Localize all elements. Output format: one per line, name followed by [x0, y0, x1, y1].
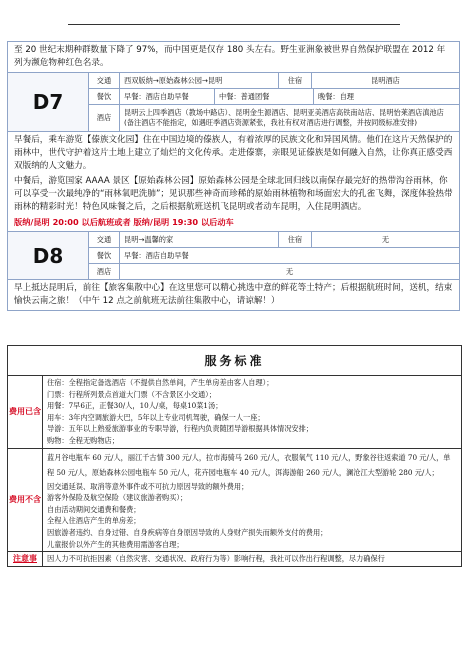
header-rule: [68, 24, 400, 25]
day-8-meals: 早餐：酒店自助早餐: [124, 250, 189, 260]
excluded-list: [43, 449, 461, 552]
day-7-header: [8, 72, 459, 131]
excluded-item: 儿童报价以外产生的其他费用需游客自理；: [47, 539, 184, 549]
transport-label: 交通: [89, 73, 120, 88]
included-item: 用车：3年内空调旅游大巴，5年以上专业司机驾驶，确保一人一座；: [47, 412, 265, 422]
excluded-item: 全程入住酒店产生的单房差；: [47, 516, 141, 526]
day-7-afternoon: 中餐后，游览国家 AAAA 景区【原始森林公园】原始森林公园是全球北回归线以南保存最完好的热带沟谷雨林，你可以享受一次最纯净的“雨林氧吧洗肺”；见识那些神奇而珍稀的原始雨林植物和场面宏大的孔雀飞舞，深度体验热带雨林的精彩时光！特色风味餐之后，之后根据航班送机飞昆明或者动车昆明，入住昆明酒店。: [14, 176, 453, 212]
excluded-item: 自由活动期间交通费和餐费；: [47, 504, 141, 514]
itinerary: [7, 41, 460, 311]
included-row: [8, 376, 461, 449]
included-item: 购物：全程无购物店；: [47, 435, 119, 445]
stay-label: 住宿: [279, 73, 312, 88]
excluded-item: 游客外保险及航空保险（建议旅游者购买）；: [47, 493, 188, 503]
day-7-breakfast: 早餐：酒店自助早餐: [120, 89, 215, 104]
excluded-item: 蓝月谷电瓶车 60 元/人，丽江千古情 300 元/人，拉市海骑马 260 元/人，衣服氧气 110 元/人，野象谷往返索道 70 元/人，单程 50 元/人，原始森林公园电瓶车 50 元/人，花卉园电瓶车 40 元/人，洱海游船 260 元/人，澜沧江大型游轮 280 元/人；: [47, 452, 451, 478]
hotel-label: 酒店: [89, 264, 120, 279]
service-standards-title: 服务标准: [8, 346, 461, 376]
day-8-body: [8, 279, 459, 311]
transport-label: 交通: [89, 232, 120, 247]
intro-paragraph: 至 20 世纪末期种群数量下降了 97%，而中国更是仅存 180 头左右。野生亚洲象被世界自然保护联盟在 2012 年列为濒危物种红色名录。: [14, 45, 446, 68]
day-7-label: D7: [8, 73, 89, 131]
day-7-dinner: 晚餐：自理: [318, 91, 354, 101]
day-7-morning: 早餐后，乘车游览【傣族文化园】住在中国边境的傣族人，有着浓厚的民族文化和异国风情。他们在这片天然保护的雨林中，世代守护着这片土地上建立了灿烂的文化传承。走进傣寨，亲眼见证傣族是如何融入自然，让你真正感受西双版纳的人文魅力。: [14, 135, 453, 171]
day-7-grid: [89, 73, 459, 131]
day-7-stay: 昆明酒店: [371, 75, 400, 85]
included-item: 门票：行程所列景点首道大门票（不含景区小交通）；: [47, 389, 216, 399]
day-8-hotel: 无: [285, 266, 294, 276]
day-7-lunch: 中餐：普通团餐: [215, 89, 314, 104]
day-7-flight-note: 版纳/昆明 20:00 以后航班或者 版纳/昆明 19:30 以后动车: [14, 217, 234, 227]
included-heading: 费用已含: [8, 376, 43, 448]
included-item: 导游：五年以上熟爱旅游事业的专职导游，行程内负责随团导游根据具体情况安排；: [47, 424, 313, 434]
excluded-row: [8, 449, 461, 553]
included-list: [43, 376, 461, 448]
day-8-label: D8: [8, 232, 89, 279]
day-7-hotel: 昆明云上四季酒店（教场中路店）、昆明金生源酒店、昆明亚美酒店高铁南站店、昆明怡莱酒店滇池店 (备注酒店不能指定，如遇旺季酒店资源紧张，我社有权对酒店进行调整，并按同级标准安排): [124, 108, 444, 127]
day-8-transport: 昆明→温馨的家: [120, 232, 279, 247]
meal-label: 餐饮: [89, 89, 120, 104]
day-8-description: 早上抵达昆明后，前往【旅客集散中心】在这里您可以精心挑选中意的鲜花等土特产；后根据航班时间，送机，结束愉快云南之旅！（中午 12 点之前航班无法前往集散中心，请谅解！）: [14, 283, 453, 306]
day-7-body: [8, 131, 459, 231]
excluded-heading: 费用不含: [8, 449, 43, 552]
notice-text: [43, 552, 461, 566]
hotel-label: 酒店: [89, 105, 120, 131]
included-item: 住宿：全程指定备选酒店（不提供自然单间，产生单房差由客人自理）；: [47, 378, 274, 387]
day-8-grid: [89, 232, 459, 279]
notice-heading: 注意事: [8, 552, 43, 566]
notice-row: [8, 552, 461, 566]
itinerary-table: [7, 41, 460, 311]
day-8-stay: 无: [381, 234, 390, 244]
meal-label: 餐饮: [89, 248, 120, 263]
excluded-item: 因旅游者违约、自身过错、自身疾病等自身原因导致的人身财产损失而额外支付的费用；: [47, 527, 328, 537]
day-7-transport: 西双版纳→原始森林公园→昆明: [120, 73, 279, 88]
service-standards-table: [7, 345, 462, 567]
stay-label: 住宿: [279, 232, 312, 247]
excluded-item: 因交通延误、取消等意外事件或不可抗力原因导致的额外费用；: [47, 481, 249, 491]
day-8-header: [8, 231, 459, 279]
included-item: 用餐：7早6正，正餐30/人，10人/桌，每桌10菜1汤；: [47, 401, 223, 411]
notice-line: 因人力不可抗拒因素（自然灾害、交通状况、政府行为等）影响行程，我社可以作出行程调整，尽力确保行: [47, 554, 385, 564]
